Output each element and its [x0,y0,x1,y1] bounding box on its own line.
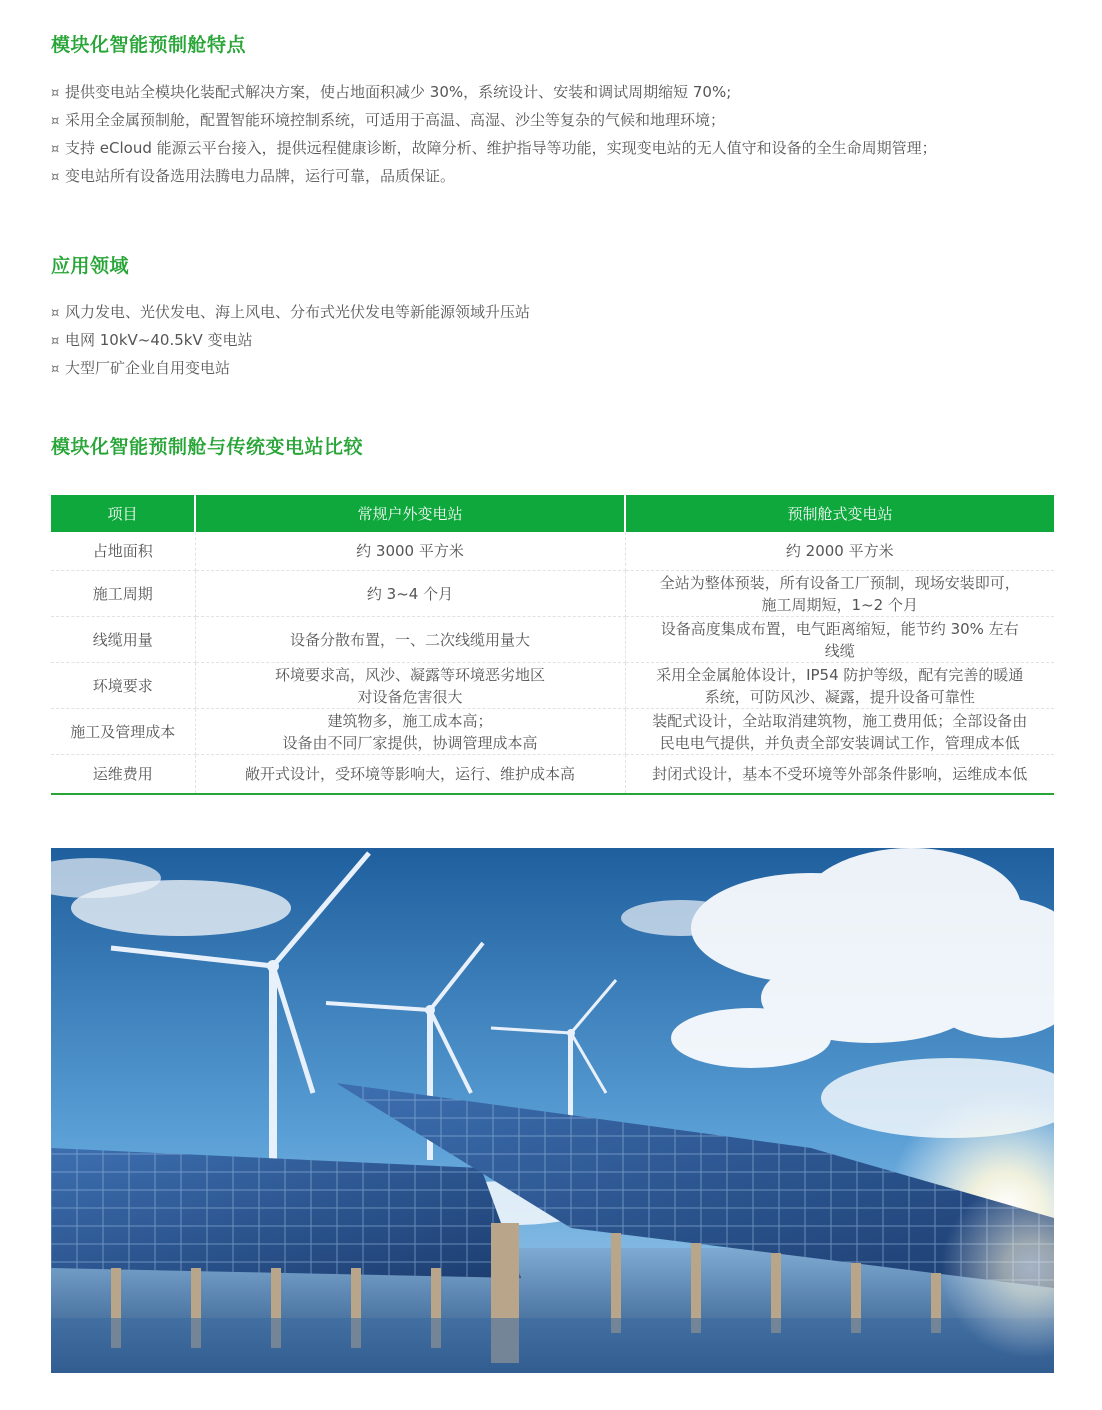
header-conventional: 常规户外变电站 [195,495,625,532]
cell-prefab [625,709,1054,755]
list-item-text: 风力发电、光伏发电、海上风电、分布式光伏发电等新能源领域升压站 [65,303,531,321]
comparison-title: 模块化智能预制舱与传统变电站比较 [51,436,364,458]
cell-line: 敞开式设计，受环境等影响大，运行、维护成本高 [244,765,575,783]
comparison-table [51,495,1054,795]
list-item [51,79,937,107]
cell-item: 施工及管理成本 [51,709,195,755]
cell-line: 设备分散布置，一、二次线缆用量大 [289,630,530,649]
cell-item: 环境要求 [51,663,195,709]
cell-line: 系统，可防风沙、凝露，提升设备可靠性 [704,687,975,706]
cell-item: 运维费用 [51,755,195,795]
list-item-text: 支持 eCloud 能源云平台接入，提供远程健康诊断，故障分析、维护指导等功能，实现变电站的无人值守和设备的全生命周期管理； [65,139,937,157]
cell-conventional [195,532,625,571]
bullet-icon: ¤ [51,142,60,157]
header-prefab: 预制舱式变电站 [625,495,1054,532]
list-item [51,135,937,163]
list-item-text: 变电站所有设备选用法腾电力品牌，运行可靠，品质保证。 [65,167,456,185]
applications-title: 应用领域 [51,255,130,277]
bullet-icon: ¤ [51,362,60,377]
cell-prefab [625,532,1054,571]
cell-line: 约 3000 平方米 [356,542,464,560]
table-row [51,709,1054,755]
wind-solar-photo [51,848,1054,1373]
cell-prefab [625,617,1054,663]
cell-line: 约 3~4 个月 [366,584,454,603]
table-row [51,663,1054,709]
cell-line: 装配式设计，全站取消建筑物，施工费用低；全部设备由 [652,711,1028,730]
header-item: 项目 [51,495,195,532]
table-row [51,617,1054,663]
list-item [51,299,530,327]
features-title: 模块化智能预制舱特点 [51,34,247,56]
bullet-icon: ¤ [51,114,60,129]
cell-line: 封闭式设计，基本不受环境等外部条件影响，运维成本低 [652,765,1028,783]
cell-line: 约 2000 平方米 [785,542,894,560]
cell-line: 建筑物多，施工成本高； [327,711,493,730]
cell-line: 施工周期短，1~2 个月 [761,595,918,614]
cell-line: 设备由不同厂家提供，协调管理成本高 [282,733,538,752]
list-item-text: 大型厂矿企业自用变电站 [65,359,231,377]
table-row [51,755,1054,795]
cell-prefab [625,755,1054,795]
cell-line: 对设备危害很大 [357,687,463,706]
features-list [51,79,937,191]
cell-line: 线缆 [824,641,855,660]
bullet-icon: ¤ [51,170,60,185]
cell-conventional [195,755,625,795]
table-header-row [51,495,1054,532]
list-item-text: 电网 10kV~40.5kV 变电站 [65,331,253,349]
cell-item: 占地面积 [51,532,195,571]
list-item [51,355,530,383]
cell-conventional [195,571,625,617]
cell-line: 环境要求高，风沙、凝露等环境恶劣地区 [274,665,545,684]
cell-prefab [625,663,1054,709]
cell-conventional [195,617,625,663]
cell-conventional [195,709,625,755]
applications-list [51,299,530,383]
bullet-icon: ¤ [51,334,60,349]
cell-conventional [195,663,625,709]
cell-prefab [625,571,1054,617]
list-item [51,107,937,135]
list-item-text: 采用全金属预制舱，配置智能环境控制系统，可适用于高温、高湿、沙尘等复杂的气候和地理环境； [65,111,726,129]
cell-item: 施工周期 [51,571,195,617]
bullet-icon: ¤ [51,86,60,101]
cell-line: 设备高度集成布置，电气距离缩短，能节约 30% 左右 [660,619,1019,638]
list-item [51,163,937,191]
list-item [51,327,530,355]
cell-item: 线缆用量 [51,617,195,663]
cell-line: 全站为整体预装，所有设备工厂预制，现场安装即可， [659,573,1020,592]
cell-line: 采用全金属舱体设计，IP54 防护等级，配有完善的暖通 [656,665,1024,684]
table-row [51,571,1054,617]
cell-line: 民电电气提供，并负责全部安装调试工作，管理成本低 [659,733,1020,752]
table-row [51,532,1054,571]
list-item-text: 提供变电站全模块化装配式解决方案，使占地面积减少 30%，系统设计、安装和调试周期缩短 70%; [65,83,732,101]
bullet-icon: ¤ [51,306,60,321]
